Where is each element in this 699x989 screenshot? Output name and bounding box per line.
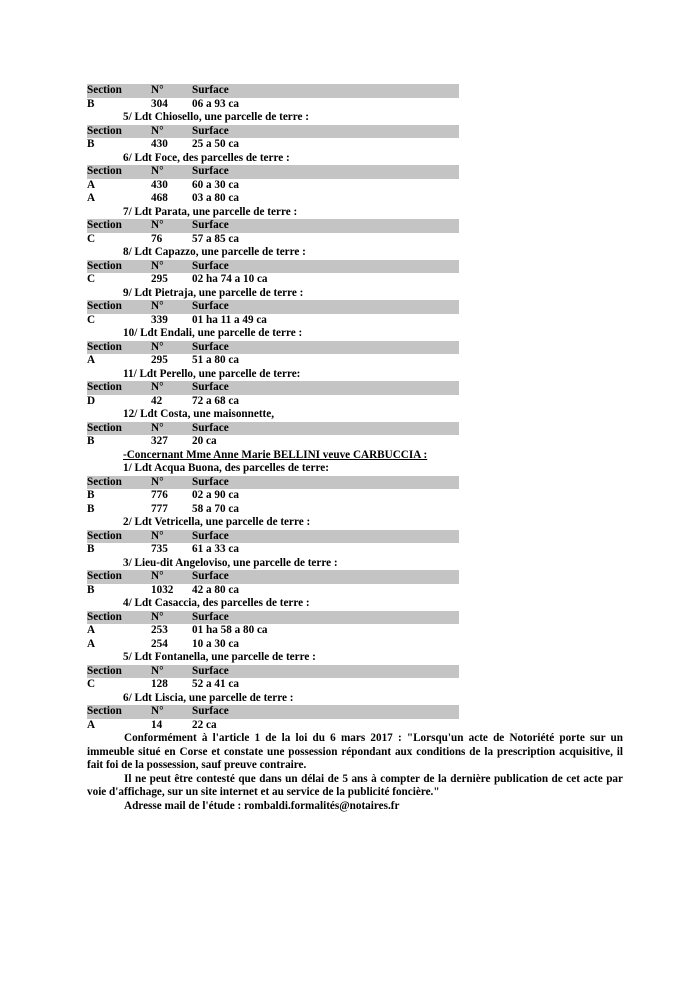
cell-number: 254 xyxy=(151,637,168,650)
cell-surface: 72 a 68 ca xyxy=(192,394,239,407)
table-row xyxy=(87,314,459,328)
header-surface: Surface xyxy=(192,165,229,177)
header-number: N° xyxy=(151,381,164,393)
cell-surface: 06 a 93 ca xyxy=(192,97,239,110)
cell-number: 327 xyxy=(151,435,168,447)
table-header xyxy=(87,260,459,274)
header-number: N° xyxy=(151,219,164,231)
header-section: Section xyxy=(87,219,122,231)
header-surface: Surface xyxy=(192,219,229,231)
table-row xyxy=(87,179,459,193)
cell-surface: 25 a 50 ca xyxy=(192,138,239,150)
cell-section: A xyxy=(87,178,96,191)
cell-section: B xyxy=(87,138,95,150)
header-surface: Surface xyxy=(192,300,229,312)
locality-title: 11/ Ldt Perello, une parcelle de terre: xyxy=(123,367,301,380)
cell-section: B xyxy=(87,583,95,596)
locality-title: 6/ Ldt Foce, des parcelles de terre : xyxy=(123,151,290,164)
cell-section: B xyxy=(87,435,95,447)
locality-title: 5/ Ldt Fontanella, une parcelle de terre : xyxy=(123,651,316,663)
header-number: N° xyxy=(151,300,164,312)
cell-surface: 61 a 33 ca xyxy=(192,543,239,555)
header-number: N° xyxy=(151,570,164,582)
header-number: N° xyxy=(151,165,164,177)
document-page xyxy=(87,84,623,813)
cell-surface: 03 a 80 ca xyxy=(192,192,239,204)
cell-section: A xyxy=(87,718,96,731)
table-row xyxy=(87,192,459,206)
table-row xyxy=(87,638,459,652)
cell-number: 735 xyxy=(151,543,168,555)
header-surface: Surface xyxy=(192,610,229,623)
cell-surface: 02 ha 74 a 10 ca xyxy=(192,273,268,285)
locality-title: 1/ Ldt Acqua Buona, des parcelles de terre: xyxy=(123,462,329,474)
header-section: Section xyxy=(87,475,122,488)
header-surface: Surface xyxy=(192,664,229,677)
header-surface: Surface xyxy=(192,529,229,542)
locality-title: 3/ Lieu-dit Angeloviso, une parcelle de terre : xyxy=(123,556,338,569)
cell-number: 295 xyxy=(151,273,168,285)
cell-number: 777 xyxy=(151,502,168,515)
cell-number: 253 xyxy=(151,624,168,636)
header-number: N° xyxy=(151,705,164,717)
cell-number: 128 xyxy=(151,678,168,690)
cell-section: B xyxy=(87,489,95,501)
table-header xyxy=(87,381,459,395)
header-number: N° xyxy=(151,340,164,353)
cell-surface: 01 ha 11 a 49 ca xyxy=(192,313,267,326)
table-header xyxy=(87,341,459,355)
cell-number: 14 xyxy=(151,718,163,731)
cell-section: B xyxy=(87,543,95,555)
header-surface: Surface xyxy=(192,421,229,434)
header-number: N° xyxy=(151,664,164,677)
locality-title: 9/ Ldt Pietraja, une parcelle de terre : xyxy=(123,286,304,299)
table-row xyxy=(87,354,459,368)
table-row xyxy=(87,678,459,692)
header-section: Section xyxy=(87,610,122,623)
cell-surface: 42 a 80 ca xyxy=(192,583,239,596)
parcel-listing xyxy=(87,84,623,732)
cell-surface: 52 a 41 ca xyxy=(192,678,239,690)
cell-section: D xyxy=(87,394,96,407)
locality-title: 2/ Ldt Vetricella, une parcelle de terre : xyxy=(123,516,311,528)
header-surface: Surface xyxy=(192,84,229,96)
header-number: N° xyxy=(151,259,164,272)
table-header xyxy=(87,422,459,436)
header-section: Section xyxy=(87,421,122,434)
cell-surface: 58 a 70 ca xyxy=(192,502,239,515)
cell-surface: 02 a 90 ca xyxy=(192,489,239,501)
cell-section: A xyxy=(87,354,96,366)
table-header xyxy=(87,476,459,490)
locality-title: 6/ Ldt Liscia, une parcelle de terre : xyxy=(123,691,294,704)
table-header xyxy=(87,705,459,719)
cell-surface: 60 a 30 ca xyxy=(192,178,239,191)
cell-number: 776 xyxy=(151,489,168,501)
locality-title: 10/ Ldt Endali, une parcelle de terre : xyxy=(123,327,303,339)
cell-section: A xyxy=(87,624,96,636)
table-header xyxy=(87,665,459,679)
header-surface: Surface xyxy=(192,475,229,488)
header-number: N° xyxy=(151,475,164,488)
cell-section: C xyxy=(87,273,96,285)
table-row xyxy=(87,435,459,449)
header-surface: Surface xyxy=(192,381,229,393)
header-number: N° xyxy=(151,421,164,434)
cell-number: 430 xyxy=(151,178,168,191)
table-row xyxy=(87,233,459,247)
header-section: Section xyxy=(87,381,122,393)
legal-paragraph-1: Conformément à l'article 1 de la loi du 6 mars 2017 : "Lorsqu'un acte de Notoriété porte sur un immeuble situé en Corse et constate une possession répondant aux conditions de la prescription acquisitive, il fait foi de la possession, sauf preuve contraire. xyxy=(87,732,623,771)
cell-number: 304 xyxy=(151,97,168,110)
header-surface: Surface xyxy=(192,570,229,582)
cell-number: 76 xyxy=(151,232,163,245)
header-surface: Surface xyxy=(192,259,229,272)
cell-number: 1032 xyxy=(151,583,174,596)
table-row xyxy=(87,624,459,638)
header-surface: Surface xyxy=(192,705,229,717)
table-row xyxy=(87,138,459,152)
cell-section: A xyxy=(87,637,96,650)
cell-section: B xyxy=(87,97,95,110)
header-section: Section xyxy=(87,300,122,312)
locality-title: 7/ Ldt Parata, une parcelle de terre : xyxy=(123,205,298,218)
email-line: Adresse mail de l'étude : rombaldi.formalités@notaires.fr xyxy=(124,799,400,812)
header-section: Section xyxy=(87,529,122,542)
locality-title: 8/ Ldt Capazzo, une parcelle de terre : xyxy=(123,246,306,258)
cell-number: 295 xyxy=(151,354,168,366)
header-number: N° xyxy=(151,84,164,96)
table-header xyxy=(87,570,459,584)
table-header xyxy=(87,165,459,179)
locality-title: 12/ Ldt Costa, une maisonnette, xyxy=(123,408,275,420)
cell-surface: 57 a 85 ca xyxy=(192,232,239,245)
header-section: Section xyxy=(87,84,122,96)
table-row xyxy=(87,273,459,287)
cell-section: C xyxy=(87,313,96,326)
table-header xyxy=(87,611,459,625)
locality-title: 5/ Ldt Chiosello, une parcelle de terre : xyxy=(123,111,310,123)
cell-surface: 51 a 80 ca xyxy=(192,354,239,366)
locality-title: -Concernant Mme Anne Marie BELLINI veuve CARBUCCIA : xyxy=(123,448,428,461)
cell-surface: 01 ha 58 a 80 ca xyxy=(192,624,268,636)
table-header xyxy=(87,219,459,233)
header-section: Section xyxy=(87,124,122,137)
table-row xyxy=(87,719,459,733)
cell-number: 468 xyxy=(151,192,168,204)
header-surface: Surface xyxy=(192,124,229,137)
header-number: N° xyxy=(151,529,164,542)
cell-section: C xyxy=(87,678,96,690)
legal-paragraph-2: Il ne peut être contesté que dans un délai de 5 ans à compter de la dernière publication de cet acte par voie d'affichage, sur un site internet et au service de la publicité foncière." xyxy=(87,772,623,798)
header-section: Section xyxy=(87,570,122,582)
cell-surface: 20 ca xyxy=(192,435,217,447)
table-row xyxy=(87,584,459,598)
cell-number: 339 xyxy=(151,313,168,326)
cell-surface: 22 ca xyxy=(192,718,217,731)
cell-section: C xyxy=(87,232,96,245)
header-section: Section xyxy=(87,705,122,717)
header-section: Section xyxy=(87,165,122,177)
table-row xyxy=(87,543,459,557)
table-row xyxy=(87,503,459,517)
table-header xyxy=(87,125,459,139)
header-number: N° xyxy=(151,124,164,137)
table-header xyxy=(87,530,459,544)
cell-number: 42 xyxy=(151,394,163,407)
cell-surface: 10 a 30 ca xyxy=(192,637,239,650)
header-surface: Surface xyxy=(192,340,229,353)
table-header xyxy=(87,300,459,314)
header-section: Section xyxy=(87,664,122,677)
header-section: Section xyxy=(87,259,122,272)
table-row xyxy=(87,489,459,503)
table-header xyxy=(87,84,459,98)
header-section: Section xyxy=(87,340,122,353)
cell-section: A xyxy=(87,192,96,204)
table-row xyxy=(87,98,459,112)
locality-title: 4/ Ldt Casaccia, des parcelles de terre : xyxy=(123,597,310,609)
header-number: N° xyxy=(151,610,164,623)
table-row xyxy=(87,395,459,409)
cell-section: B xyxy=(87,502,95,515)
cell-number: 430 xyxy=(151,138,168,150)
